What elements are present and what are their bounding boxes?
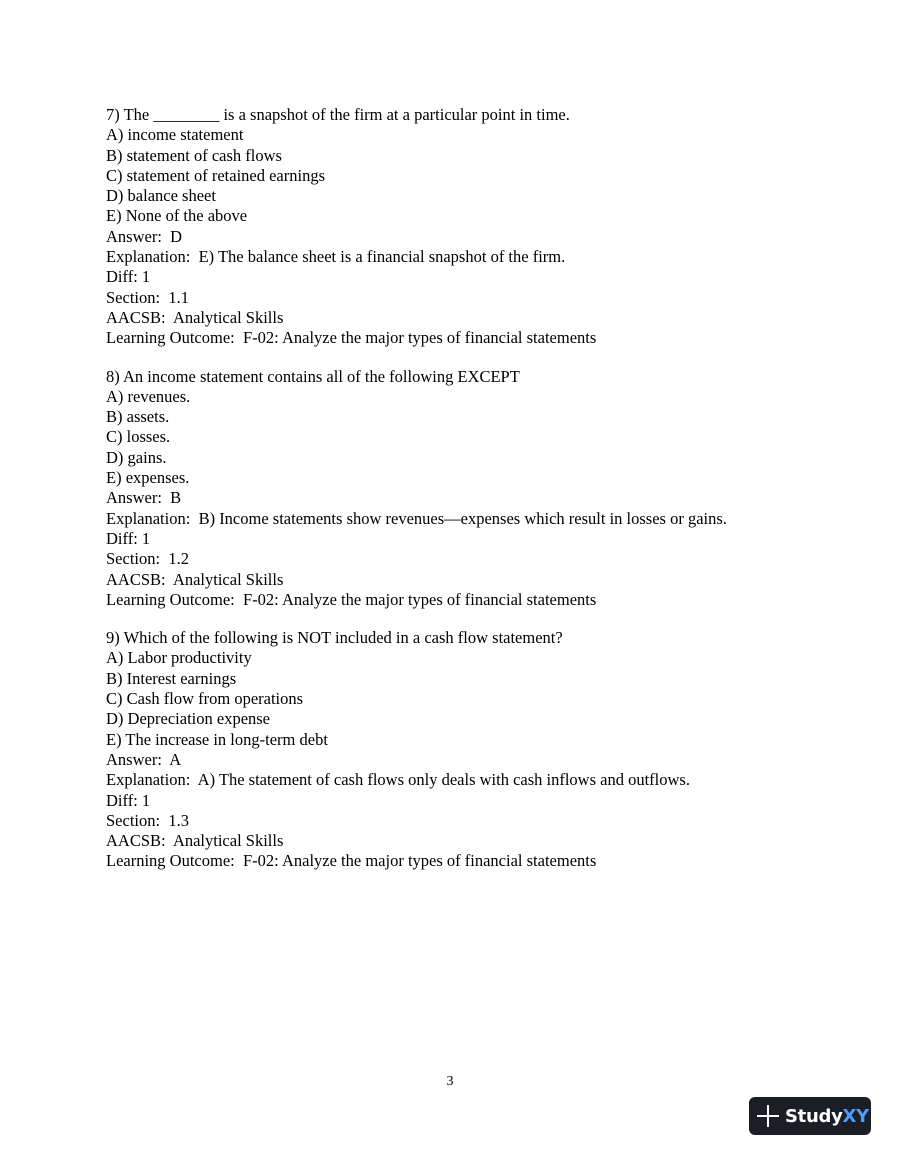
question-7 bbox=[106, 105, 806, 349]
aacsb: AACSB: Analytical Skills bbox=[106, 569, 284, 589]
option-d: D) gains. bbox=[106, 447, 167, 467]
option-a: A) Labor productivity bbox=[106, 648, 252, 668]
option-c: C) losses. bbox=[106, 427, 171, 447]
section: Section: 1.3 bbox=[106, 810, 189, 830]
option-e: E) None of the above bbox=[106, 206, 248, 226]
section: Section: 1.1 bbox=[106, 287, 189, 307]
learning-outcome: Learning Outcome: F-02: Analyze the major types of financial statements bbox=[106, 328, 597, 348]
question-stem: 9) Which of the following is NOT included in a cash flow statement? bbox=[106, 628, 563, 648]
answer: Answer: A bbox=[106, 749, 182, 769]
aacsb: AACSB: Analytical Skills bbox=[106, 307, 284, 327]
option-d: D) Depreciation expense bbox=[106, 709, 271, 729]
learning-outcome: Learning Outcome: F-02: Analyze the major types of financial statements bbox=[106, 851, 597, 871]
question-9 bbox=[106, 628, 806, 872]
explanation: Explanation: B) Income statements show revenues—expenses which result in losses or gains. bbox=[106, 508, 727, 528]
page-number: 3 bbox=[446, 1074, 454, 1089]
document-body bbox=[106, 105, 806, 890]
difficulty: Diff: 1 bbox=[106, 267, 151, 287]
option-e: E) The increase in long-term debt bbox=[106, 729, 328, 749]
question-8 bbox=[106, 367, 806, 611]
option-a: A) revenues. bbox=[106, 386, 191, 406]
option-c: C) Cash flow from operations bbox=[106, 689, 304, 709]
option-c: C) statement of retained earnings bbox=[106, 165, 326, 185]
plus-icon bbox=[757, 1105, 779, 1127]
option-b: B) assets. bbox=[106, 407, 170, 427]
answer: Answer: B bbox=[106, 488, 182, 508]
option-a: A) income statement bbox=[106, 125, 244, 145]
explanation: Explanation: A) The statement of cash flows only deals with cash inflows and outflows. bbox=[106, 770, 690, 790]
brand-name-part1: Study bbox=[785, 1105, 843, 1127]
question-stem: 7) The ________ is a snapshot of the firm at a particular point in time. bbox=[106, 105, 570, 124]
question-stem: 8) An income statement contains all of the following EXCEPT bbox=[106, 366, 520, 386]
section: Section: 1.2 bbox=[106, 549, 189, 569]
brand-name-part2: XY bbox=[842, 1105, 869, 1127]
difficulty: Diff: 1 bbox=[106, 790, 151, 810]
explanation: Explanation: E) The balance sheet is a financial snapshot of the firm. bbox=[106, 247, 566, 267]
option-b: B) Interest earnings bbox=[106, 668, 237, 688]
option-d: D) balance sheet bbox=[106, 186, 216, 206]
learning-outcome: Learning Outcome: F-02: Analyze the major types of financial statements bbox=[106, 589, 597, 609]
aacsb: AACSB: Analytical Skills bbox=[106, 831, 284, 851]
answer: Answer: D bbox=[106, 226, 183, 246]
option-b: B) statement of cash flows bbox=[106, 145, 282, 165]
difficulty: Diff: 1 bbox=[106, 528, 151, 548]
studyxy-badge[interactable] bbox=[749, 1097, 871, 1135]
brand-name bbox=[785, 1106, 869, 1127]
option-e: E) expenses. bbox=[106, 468, 190, 488]
